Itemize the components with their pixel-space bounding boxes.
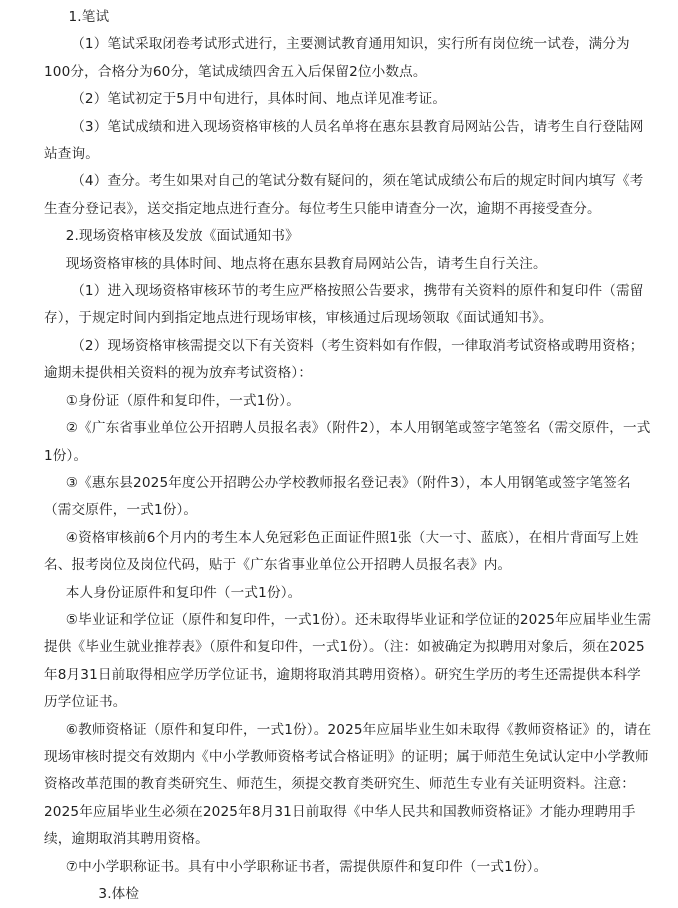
list-item-id-copy: 本人身份证原件和复印件（一式1份）。	[65, 584, 302, 601]
paragraph-review-process: （1）进入现场资格审核环节的考生应严格按照公告要求，携带有关资料的原件和复印件（需留存），于规定时间内到指定地点进行现场审核，审核通过后现场领取《面试通知书》。	[44, 283, 644, 327]
paragraph-exam-date: （2）笔试初定于5月中旬进行，具体时间、地点详见准考证。	[71, 91, 447, 108]
list-item-title-certificate: ⑦中小学职称证书。具有中小学职称证书者，需提供原件和复印件（一式1份）。	[65, 858, 548, 875]
list-item-id-card: ①身份证（原件和复印件，一式1份）。	[65, 392, 300, 409]
paragraph-review-notice: 现场资格审核的具体时间、地点将在惠东县教育局网站公告，请考生自行关注。	[65, 255, 547, 272]
paragraph-score-inquiry: （4）查分。考生如果对自己的笔试分数有疑问的，须在笔试成绩公布后的规定时间内填写《考生查分登记表》，送交指定地点进行查分。每位考生只能申请查分一次，逾期不再接受查分。	[44, 173, 644, 217]
section-heading-written-exam: 1.笔试	[68, 9, 110, 25]
list-item-teacher-certificate: ⑥教师资格证（原件和复印件，一式1份）。2025年应届毕业生如未取得《教师资格证》的，请在现场审核时提交有效期内《中小学教师资格考试合格证明》的证明；属于师范生免试认定中小学教师资格改革范围的教育类研究生、师范生，须提交教育类研究生、师范生专业有关证明资料。注意：2025年应届毕业生必须在2025年8月31日前取得《中华人民共和国教师资格证》才能办理聘用手续，逾期取消其聘用资格。	[44, 721, 652, 848]
paragraph-exam-results: （3）笔试成绩和进入现场资格审核的人员名单将在惠东县教育局网站公告，请考生自行登陆网站查询。	[44, 118, 644, 163]
list-item-photo: ④资格审核前6个月内的考生本人免冠彩色正面证件照1张（大一寸、蓝底），在相片背面写上姓名、报考岗位及岗位代码，贴于《广东省事业单位公开招聘人员报名表》内。	[44, 529, 639, 574]
list-item-registration-form: ③《惠东县2025年度公开招聘公办学校教师报名登记表》（附件3），本人用钢笔或签字笔签名（需交原件，一式1份）。	[44, 474, 631, 519]
section-heading-physical-exam: 3.体检	[98, 886, 140, 902]
section-heading-qualification-review: 2.现场资格审核及发放《面试通知书》	[65, 228, 299, 245]
paragraph-required-documents: （2）现场资格审核需提交以下有关资料（考生资料如有作假，一律取消考试资格或聘用资格；逾期未提供相关资料的视为放弃考试资格）：	[44, 337, 644, 382]
list-item-diploma: ⑤毕业证和学位证（原件和复印件，一式1份）。还未取得毕业证和学位证的2025年应届毕业生需提供《毕业生就业推荐表》（原件和复印件，一式1份）。（注：如被确定为拟聘用对象后，须在2025年8月31日前取得相应学历学位证书，逾期将取消其聘用资格）。研究生学历的考生还需提供本科学历学位证书。	[44, 611, 652, 711]
paragraph-exam-format: （1）笔试采取闭卷考试形式进行，主要测试教育通用知识，实行所有岗位统一试卷，满分为100分，合格分为60分，笔试成绩四舍五入后保留2位小数点。	[44, 36, 630, 80]
list-item-application-form: ②《广东省事业单位公开招聘人员报名表》（附件2），本人用钢笔或签字笔签名（需交原件，一式1份）。	[44, 420, 651, 464]
